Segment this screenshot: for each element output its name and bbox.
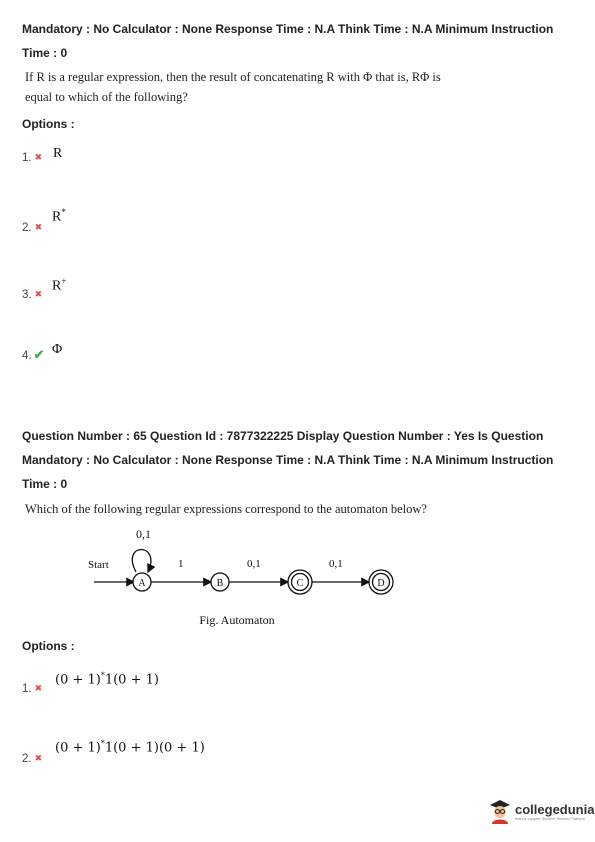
transition-b-c-label: 0,1 [247, 558, 261, 570]
state-d-label: D [377, 578, 385, 589]
state-b-label: B [216, 578, 224, 589]
q64-option-2-number: 2. ✖ [22, 222, 43, 234]
correct-check-icon: ✔ [33, 347, 45, 362]
q64-option-3-number: 3. ✖ [22, 289, 43, 301]
wrong-icon: ✖ [34, 683, 43, 693]
state-c-label: C [296, 578, 304, 589]
q64-option-1-value: R [53, 146, 63, 161]
q65-meta-line3: Time : 0 [22, 477, 68, 491]
automaton-diagram [80, 520, 420, 635]
q64-option-4-number: 4. ✔ [22, 347, 45, 362]
q65-meta-line2: Mandatory : No Calculator : None Response Time : N.A Think Time : N.A Minimum Instruction [22, 453, 554, 467]
state-a-label: A [138, 578, 146, 589]
q64-meta-line2: Time : 0 [22, 46, 68, 60]
logo-name: collegedunia [515, 801, 595, 817]
q65-meta-line1: Question Number : 65 Question Id : 7877322225 Display Question Number : Yes Is Question [22, 429, 544, 443]
wrong-icon: ✖ [34, 753, 43, 763]
q64-option-4-value: Φ [52, 342, 63, 357]
q64-option-2-value: R* [52, 207, 66, 225]
wrong-icon: ✖ [34, 289, 43, 299]
q65-options-label: Options : [22, 639, 75, 653]
start-label: Start [88, 559, 109, 571]
self-loop-a [132, 550, 151, 573]
transition-c-d-label: 0,1 [329, 558, 343, 570]
q64-text-line2: equal to which of the following? [25, 90, 188, 104]
q65-option-2-value: (0 + 1)*1(0 + 1)(0 + 1) [55, 739, 205, 756]
collegedunia-logo [488, 798, 594, 824]
q64-options-label: Options : [22, 117, 75, 131]
logo-tagline: India's Largest Student Review Platform [515, 816, 585, 821]
q65-option-1-value: (0 + 1)*1(0 + 1) [55, 671, 159, 688]
q64-option-3-value: R+ [52, 276, 67, 294]
student-avatar-icon [488, 798, 512, 824]
q65-option-2-number: 2. ✖ [22, 753, 43, 765]
q64-text-line1: If R is a regular expression, then the result of concatenating R with Φ that is, RΦ is [25, 70, 441, 84]
q65-text: Which of the following regular expressions correspond to the automaton below? [25, 502, 427, 516]
diagram-caption: Fig. Automaton [199, 613, 275, 627]
q64-option-1-number: 1. ✖ [22, 152, 43, 164]
transition-a-b-label: 1 [178, 558, 184, 570]
q65-option-1-number: 1. ✖ [22, 683, 43, 695]
wrong-icon: ✖ [34, 152, 43, 162]
q64-meta-line1: Mandatory : No Calculator : None Response Time : N.A Think Time : N.A Minimum Instruction [22, 22, 554, 36]
loop-label: 0,1 [136, 527, 151, 541]
wrong-icon: ✖ [34, 222, 43, 232]
